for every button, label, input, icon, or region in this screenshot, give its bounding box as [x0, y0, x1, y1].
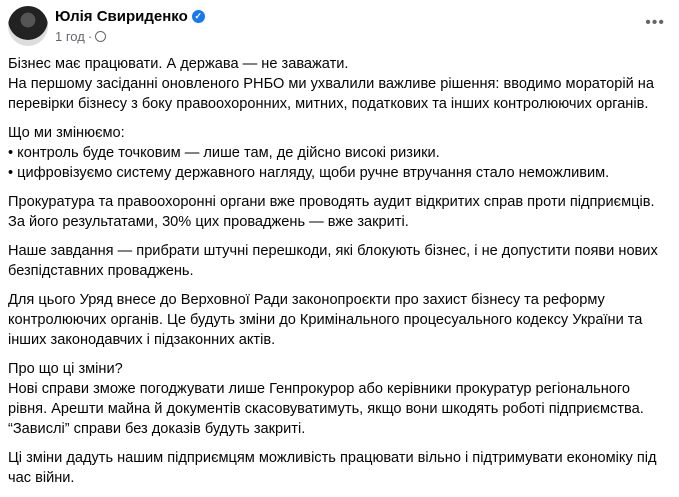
- post-text-line: Ці зміни дадуть нашим підприємцям можливість працювати вільно і підтримувати економіку під: [8, 450, 657, 466]
- verified-badge-icon: ✓: [192, 10, 205, 23]
- post-text-line: Що ми змінюємо:: [8, 125, 125, 141]
- post-paragraph: [8, 241, 673, 281]
- post-paragraph: [8, 448, 673, 488]
- post-paragraph: [8, 54, 673, 114]
- author-name[interactable]: Юлія Свириденко: [55, 8, 188, 25]
- post-meta: [55, 29, 106, 44]
- post-text-line: За його результатами, 30% цих проваджень — вже закриті.: [8, 214, 409, 230]
- post-text-line: Бізнес має працювати. А держава — не заважати.: [8, 56, 349, 72]
- globe-icon: [95, 31, 106, 42]
- author-name-row: [55, 8, 205, 25]
- post-paragraph: [8, 192, 673, 232]
- post-text-line: Прокуратура та правоохоронні органи вже проводять аудит відкритих справ проти підприємців.: [8, 194, 655, 210]
- post-text-line: перевірки бізнесу з боку правоохоронних, митних, податкових та інших контролюючих органів.: [8, 96, 649, 112]
- post-text-line: інших законодавчих і підзаконних актів.: [8, 332, 276, 348]
- post-text-line: Наше завдання — прибрати штучні перешкоди, які блокують бізнес, і не допустити появи нових: [8, 243, 658, 259]
- post-paragraph: [8, 359, 673, 439]
- post-text-line: Для цього Уряд внесе до Верховної Ради законопроєкти про захист бізнесу та реформу: [8, 292, 605, 308]
- post-paragraph: [8, 123, 673, 183]
- post-text-line: час війни.: [8, 470, 75, 486]
- meta-separator: ·: [87, 29, 93, 44]
- post-text-line: Про що ці зміни?: [8, 361, 123, 377]
- post-text-line: Нові справи зможе погоджувати лише Генпрокурор або керівники прокуратур регіонального: [8, 381, 631, 397]
- post-text-line: “Завислі” справи без доказів будуть закриті.: [8, 421, 306, 437]
- post-text-line: На першому засіданні оновленого РНБО ми ухвалили важливе рішення: вводимо мораторій на: [8, 76, 654, 92]
- post-header: [8, 6, 671, 50]
- post-paragraph: [8, 290, 673, 350]
- more-options-button[interactable]: •••: [645, 14, 665, 31]
- post-text-line: • цифровізуємо систему державного нагляду, щоби ручне втручання стало неможливим.: [8, 165, 610, 181]
- post-text-line: • контроль буде точковим — лише там, де дійсно високі ризики.: [8, 145, 440, 161]
- avatar[interactable]: [8, 6, 48, 46]
- post-text-line: рівня. Арешти майна й документів скасовуватимуть, якщо вони шкодять роботі підприємства.: [8, 401, 644, 417]
- post-body: [8, 54, 673, 497]
- post-text-line: безпідставних проваджень.: [8, 263, 194, 279]
- post-text-line: контролюючих органів. Це будуть зміни до Кримінального процесуального кодексу України та: [8, 312, 643, 328]
- post-time[interactable]: 1 год: [55, 29, 85, 44]
